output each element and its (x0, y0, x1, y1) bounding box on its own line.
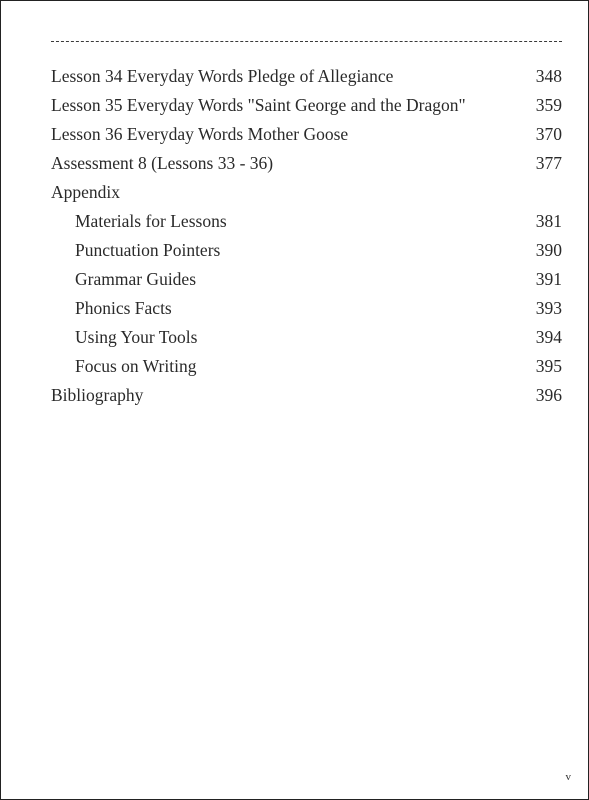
toc-entry-page: 396 (535, 385, 562, 405)
toc-entry-title: Punctuation Pointers (75, 240, 221, 260)
toc-entry-title: Focus on Writing (75, 356, 197, 376)
toc-entry-page: 394 (535, 327, 562, 347)
toc-entry-assessment-8 (51, 149, 562, 178)
toc-entry-using-your-tools (51, 323, 562, 352)
page-number: v (565, 771, 571, 783)
toc-entry-title: Assessment 8 (Lessons 33 - 36) (51, 153, 274, 173)
toc-entry-lesson-36 (51, 120, 562, 149)
toc-entry-title: Lesson 34 Everyday Words Pledge of Allegiance (51, 66, 394, 86)
toc-entry-title: Grammar Guides (75, 269, 197, 289)
toc-entry-page: 393 (535, 298, 562, 318)
toc-entry-phonics-facts (51, 294, 562, 323)
toc-entry-page: 377 (535, 153, 562, 173)
toc-entry-appendix (51, 178, 562, 207)
toc-entry-bibliography (51, 381, 562, 410)
toc-entry-materials-for-lessons (51, 207, 562, 236)
toc-entry-page: 391 (535, 269, 562, 289)
toc-entry-title: Appendix (51, 182, 121, 202)
toc-entry-title: Phonics Facts (75, 298, 172, 318)
header-rule (51, 41, 562, 42)
toc-entry-title: Using Your Tools (75, 327, 198, 347)
toc-entry-title: Lesson 36 Everyday Words Mother Goose (51, 124, 349, 144)
toc-entry-page: 359 (535, 95, 562, 115)
toc-entry-focus-on-writing (51, 352, 562, 381)
toc-entry-title: Bibliography (51, 385, 144, 405)
toc-entry-title: Materials for Lessons (75, 211, 227, 231)
toc-entry-page: 381 (535, 211, 562, 231)
toc-entry-page: 390 (535, 240, 562, 260)
toc-entry-grammar-guides (51, 265, 562, 294)
toc-entry-lesson-35 (51, 91, 562, 120)
toc-entry-page: 395 (535, 356, 562, 376)
table-of-contents (51, 62, 562, 410)
toc-entry-page: 370 (535, 124, 562, 144)
toc-entry-page: 348 (535, 66, 562, 86)
toc-entry-title: Lesson 35 Everyday Words "Saint George and the Dragon" (51, 95, 466, 115)
toc-entry-lesson-34 (51, 62, 562, 91)
toc-entry-punctuation-pointers (51, 236, 562, 265)
